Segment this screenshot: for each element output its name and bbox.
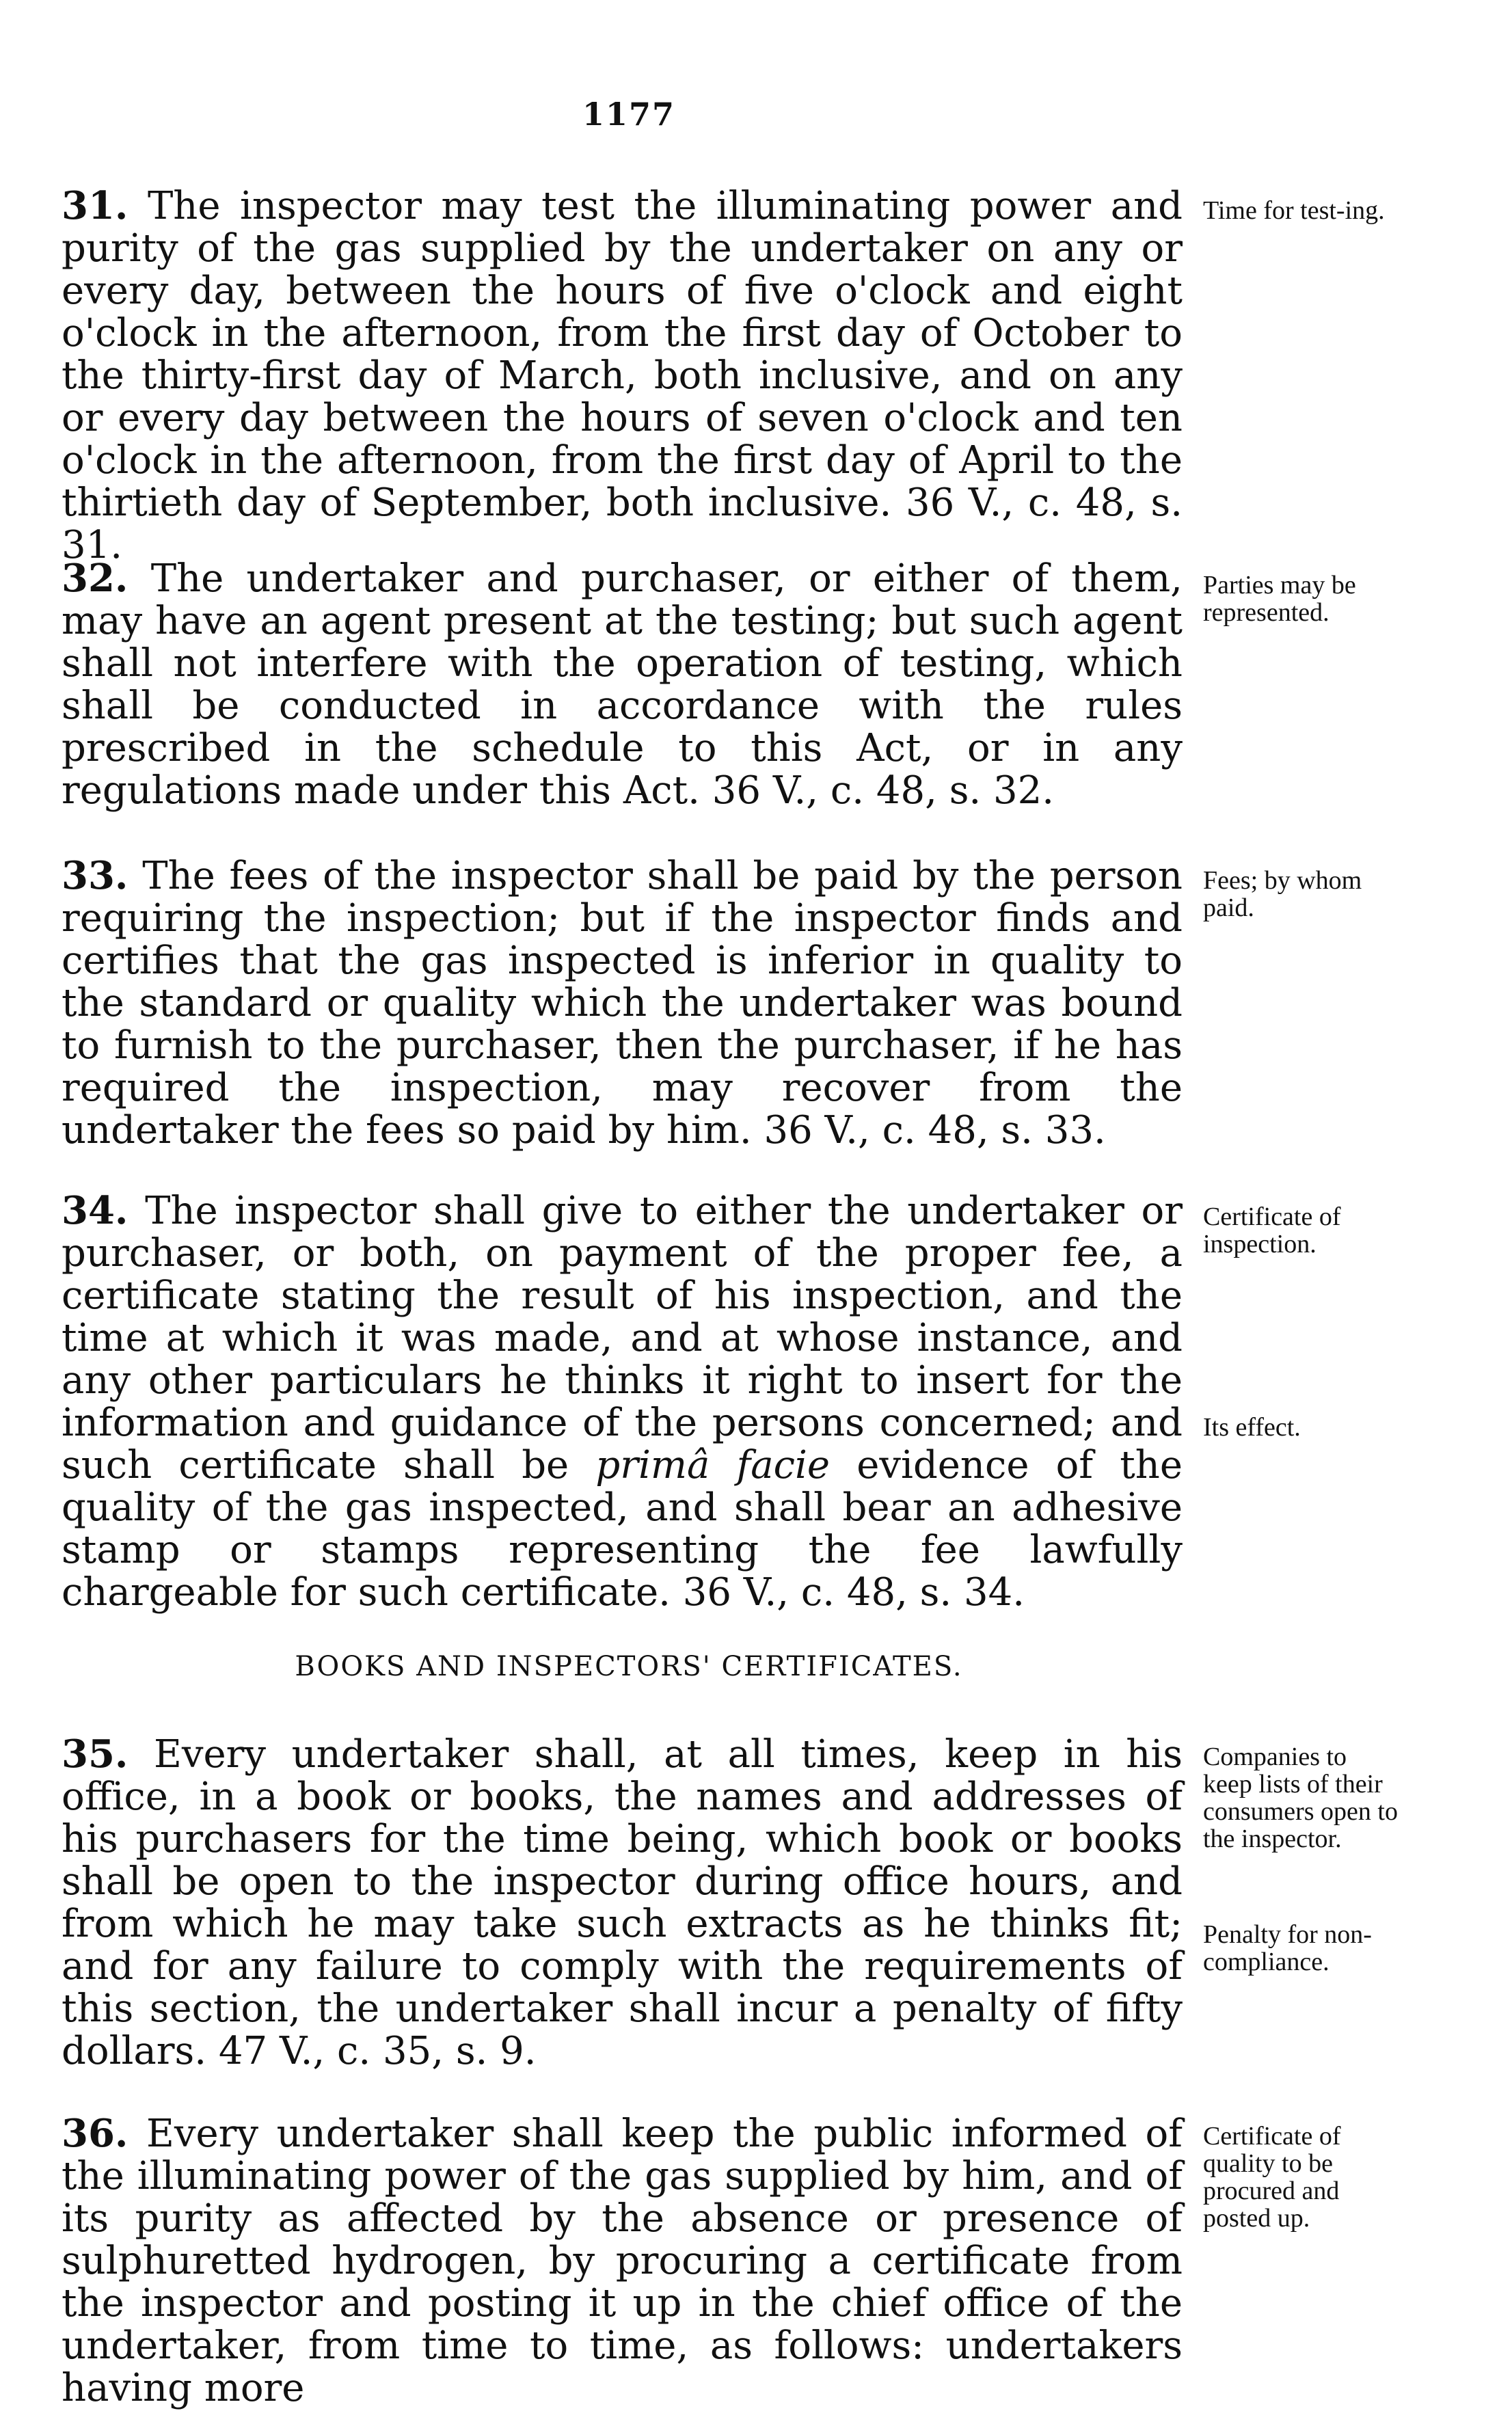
section-text: The inspector may test the illuminating power and purity of the gas supplied by the undertaker on any or every day, between the hours of five o'clock and eight o'clock in the afternoon, from the first day of October to the thirty-first day of March, both inclusive, and on any or every day between the hours of seven o'clock and ten o'clock in the afternoon, from the first day of April to the thirtieth day of September, both inclusive. 36 V., c. 48, s. 31. bbox=[62, 184, 1183, 567]
page-number: 1177 bbox=[582, 96, 676, 133]
section-36 bbox=[62, 2112, 1183, 2410]
marginal-note: Penalty for non-compliance. bbox=[1203, 1920, 1372, 1976]
section-heading: BOOKS AND INSPECTORS' CERTIFICATES. bbox=[295, 1651, 963, 1682]
marginal-note: Parties may be represented. bbox=[1203, 571, 1356, 627]
marginal-note: Its effect. bbox=[1203, 1413, 1301, 1442]
section-text: The undertaker and purchaser, or either of them, may have an agent present at the testing; but such agent shall not interfere with the operation of testing, which shall be conducted in accordance with the rules prescribed in the schedule to this Act, or in any regulations made under this Act. 36 V., c. 48, s. 32. bbox=[62, 556, 1183, 813]
section-34 bbox=[62, 1189, 1183, 1614]
section-text: Every undertaker shall, at all times, keep in his office, in a book or books, the names and addresses of his purchasers for the time being, which book or books shall be open to the inspector during office hours, and from which he may take such extracts as he thinks fit; and for any failure to comply with the requirements of this section, the undertaker shall incur a penalty of fifty dollars. 47 V., c. 35, s. 9. bbox=[62, 1732, 1183, 2073]
section-text-after: evidence of the quality of the gas inspected, and shall bear an adhesive stamp or stamps representing the fee lawfully chargeable for such certificate. 36 V., c. 48, s. 34. bbox=[62, 1443, 1183, 1615]
marginal-note: Certificate of quality to be procured and posted up. bbox=[1203, 2122, 1341, 2233]
marginal-note: Certificate of inspection. bbox=[1203, 1202, 1341, 1258]
section-number: 34. bbox=[62, 1188, 129, 1233]
section-number: 32. bbox=[62, 556, 129, 601]
italic-term: primâ facie bbox=[595, 1443, 831, 1487]
section-35 bbox=[62, 1733, 1183, 2073]
section-number: 36. bbox=[62, 2111, 129, 2156]
section-text: Every undertaker shall keep the public informed of the illuminating power of the gas supplied by him, and of its purity as affected by the absence or presence of sulphuretted hydrogen, by procuring a certificate from the inspector and posting it up in the chief office of the undertaker, from time to time, as follows: undertakers having more bbox=[62, 2112, 1183, 2410]
section-text: The fees of the inspector shall be paid by the person requiring the inspection; but if the inspector finds and certifies that the gas inspected is inferior in quality to the standard or quality which the undertaker was bound to furnish to the purchaser, then the purchaser, if he has required the inspection, may recover from the undertaker the fees so paid by him. 36 V., c. 48, s. 33. bbox=[62, 854, 1183, 1153]
section-number: 33. bbox=[62, 853, 129, 898]
marginal-note: Companies to keep lists of their consumers open to the inspector. bbox=[1203, 1742, 1398, 1853]
marginal-note: Time for test-ing. bbox=[1203, 196, 1385, 225]
section-33 bbox=[62, 854, 1183, 1152]
section-number: 35. bbox=[62, 1732, 129, 1777]
section-text-before: The inspector shall give to either the undertaker or purchaser, or both, on payment of the proper fee, a certificate stating the result of his inspection, and the time at which it was made, and at whose instance, and any other particulars he thinks it right to insert for the information and guidance of the persons concerned; and such certificate shall be bbox=[62, 1189, 1183, 1487]
section-31 bbox=[62, 185, 1183, 567]
section-number: 31. bbox=[62, 183, 129, 228]
section-32 bbox=[62, 557, 1183, 812]
marginal-note: Fees; by whom paid. bbox=[1203, 866, 1362, 922]
